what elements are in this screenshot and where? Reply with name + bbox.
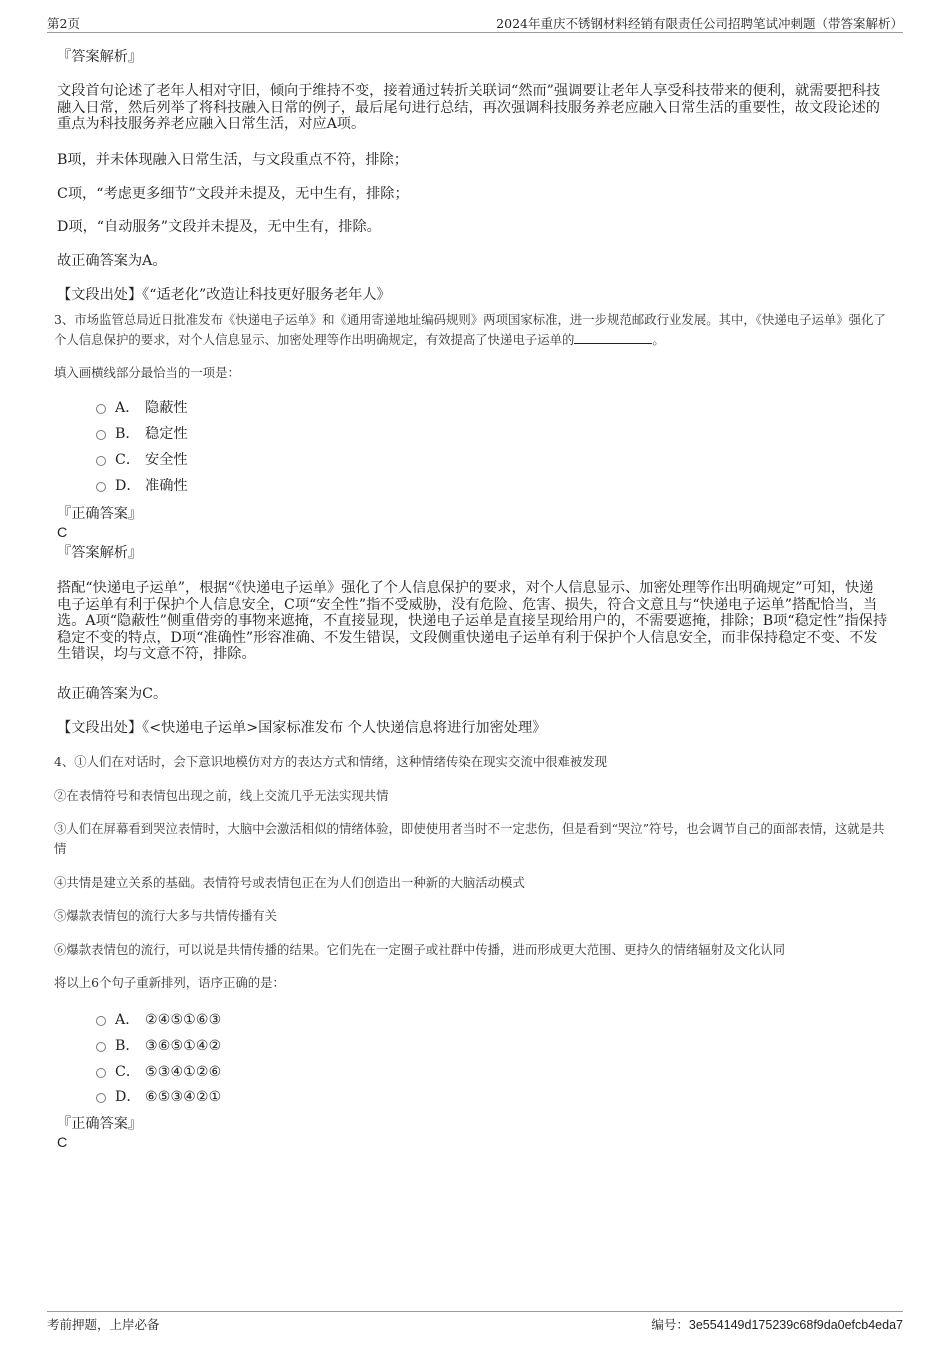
option-letter: A． [115, 400, 140, 416]
option-text: ⑥⑤③④②① [145, 1089, 222, 1105]
q4-sentence-6: ⑥爆款表情包的流行，可以说是共情传播的结果。它们先在一定圈子或社群中传播，进而形成更大范围、更持久的情绪辐射及文化认同 [54, 942, 786, 957]
q2-analysis-option-c: C项，“考虑更多细节”文段并未提及，无中生有，排除； [57, 186, 409, 202]
option-text: 稳定性 [145, 426, 188, 442]
q4-sentence-2: ②在表情符号和表情包出现之前，线上交流几乎无法实现共情 [54, 788, 389, 803]
option-letter: D． [115, 478, 141, 494]
page-header [47, 14, 903, 33]
q3-analysis-label: 『答案解析』 [57, 545, 143, 561]
q3-option-b[interactable] [96, 425, 188, 443]
footer-code-label: 编号： [651, 1317, 689, 1332]
option-text: ③⑥⑤①④② [145, 1038, 222, 1054]
q3-analysis-paragraph: 搭配“快递电子运单”，根据“《快递电子运单》强化了个人信息保护的要求，对个人信息显示、加密处理等作出明确规定”可知，快递电子运单有利于保护个人信息安全，C项“安全性”指不受威胁，没有危险、危害、损失，符合文意且与“快递电子运单”搭配恰当，当选。A项“隐蔽性”侧重借旁的事物来遮掩，不直接显现，快递电子运单是直接呈现给用户的，不需要遮掩，排除；B项“稳定性”指保持稳定不变的特点，D项“准确性”形容准确、不发生错误，文段侧重快递电子运单有利于保护个人信息安全，而非保持稳定不变、不发生错误，均与文意不符，排除。 [57, 580, 888, 662]
q4-sentence-4: ④共情是建立关系的基础。表情符号或表情包正在为人们创造出一种新的大脑活动模式 [54, 875, 525, 890]
option-text: 安全性 [145, 452, 188, 468]
q4-prompt: 将以上6个句子重新排列，语序正确的是： [54, 975, 285, 990]
q4-sentence-5: ⑤爆款表情包的流行大多与共情传播有关 [54, 908, 278, 923]
option-text: 准确性 [145, 478, 188, 494]
option-letter: D． [115, 1089, 141, 1105]
q2-analysis-option-b: B项，并未体现融入日常生活，与文段重点不符，排除； [57, 152, 408, 168]
page-footer [47, 1311, 903, 1337]
option-text: ⑤③④①②⑥ [145, 1064, 222, 1080]
option-letter: B． [115, 426, 140, 442]
q3-prompt: 填入画横线部分最恰当的一项是： [54, 365, 240, 380]
q4-answer: C [57, 1135, 68, 1151]
q4-option-a[interactable] [96, 1011, 221, 1029]
q3-source: 【文段出处】《<快递电子运单>国家标准发布 个人快递信息将进行加密处理》 [57, 720, 547, 736]
footer-code [651, 1315, 903, 1333]
q3-stem-text: 3、市场监管总局近日批准发布《快递电子运单》和《通用寄递地址编码规则》两项国家标准，进一步规范邮政行业发展。其中，《快递电子运单》强化了个人信息保护的要求，对个人信息显示、加密处理等作出明确规定，有效提高了快递电子运单的 [54, 312, 886, 347]
q2-analysis-option-d: D项，“自动服务”文段并未提及，无中生有，排除。 [57, 219, 381, 235]
q3-conclusion: 故正确答案为C。 [57, 686, 168, 702]
radio-icon[interactable] [96, 1016, 106, 1026]
radio-icon[interactable] [96, 404, 106, 414]
footer-code-value: 3e554149d175239c68f9da0efcb4eda7 [688, 1318, 903, 1332]
option-letter: B． [115, 1038, 140, 1054]
q2-conclusion: 故正确答案为A。 [57, 253, 167, 269]
q3-option-a[interactable] [96, 399, 188, 417]
document-title: 2024年重庆不锈钢材料经销有限责任公司招聘笔试冲刺题（带答案解析） [496, 16, 903, 31]
footer-slogan: 考前押题，上岸必备 [47, 1317, 160, 1332]
q3-option-d[interactable] [96, 477, 188, 495]
option-text: ②④⑤①⑥③ [145, 1012, 222, 1028]
q3-answer-blank [574, 331, 652, 344]
q3-answer-label: 『正确答案』 [57, 506, 143, 522]
radio-icon[interactable] [96, 1068, 106, 1078]
q3-answer: C [57, 525, 68, 541]
q4-option-d[interactable] [96, 1088, 221, 1106]
option-letter: C． [115, 452, 141, 468]
radio-icon[interactable] [96, 430, 106, 440]
option-letter: A． [115, 1012, 140, 1028]
q2-analysis-paragraph: 文段首句论述了老年人相对守旧，倾向于维持不变，接着通过转折关联词“然而”强调要让老年人享受科技带来的便利，就需要把科技融入日常，然后列举了将科技融入日常的例子，最后尾句进行总结，再次强调科技服务养老应融入日常生活的重要性，故文段论述的重点为科技服务养老应融入日常生活，对应A项。 [57, 83, 881, 132]
q2-analysis-label: 『答案解析』 [57, 49, 143, 65]
q4-option-c[interactable] [96, 1063, 221, 1081]
radio-icon[interactable] [96, 1042, 106, 1052]
q2-source: 【文段出处】《“适老化”改造让科技更好服务老年人》 [57, 287, 391, 303]
q4-sentence-1: 4、①人们在对话时，会下意识地模仿对方的表达方式和情绪，这种情绪传染在现实交流中很难被发现 [54, 754, 608, 769]
q3-stem-end: 。 [652, 332, 665, 347]
page-number: 第2页 [47, 16, 80, 31]
q4-option-b[interactable] [96, 1037, 221, 1055]
option-letter: C． [115, 1064, 141, 1080]
radio-icon[interactable] [96, 482, 106, 492]
option-text: 隐蔽性 [145, 400, 188, 416]
q3-option-c[interactable] [96, 451, 188, 469]
radio-icon[interactable] [96, 456, 106, 466]
q3-stem [54, 310, 894, 350]
q4-answer-label: 『正确答案』 [57, 1116, 143, 1132]
q4-sentence-3: ③人们在屏幕看到哭泣表情时，大脑中会激活相似的情绪体验，即使使用者当时不一定悲伤，但是看到“哭泣”符号，也会调节自己的面部表情，这就是共情 [54, 821, 885, 856]
radio-icon[interactable] [96, 1093, 106, 1103]
